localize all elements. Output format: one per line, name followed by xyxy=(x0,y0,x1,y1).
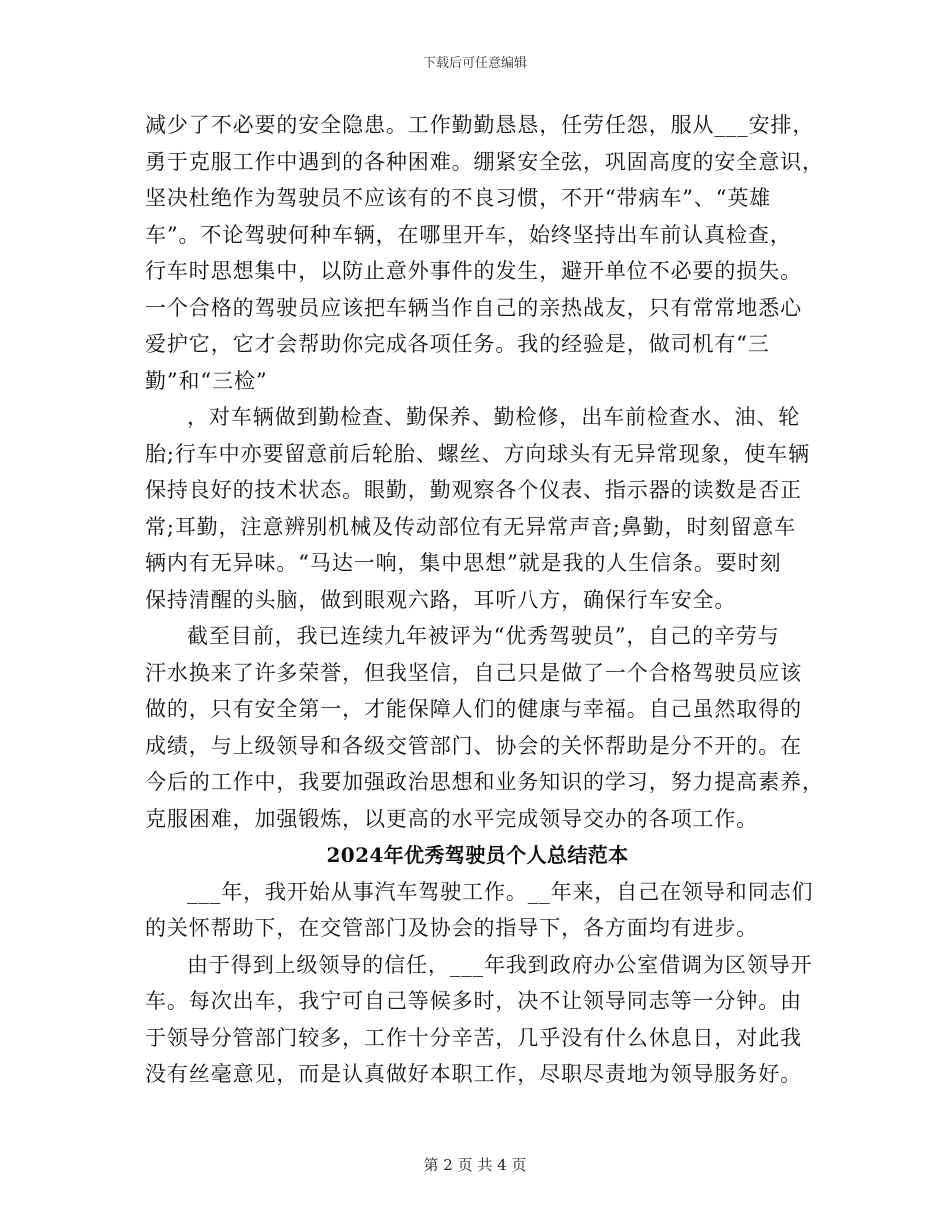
page-header: 下载后可任意编辑 xyxy=(422,56,527,71)
text-line: 车”。不论驾驶何种车辆，在哪里开车，始终坚持出车前认真检查， xyxy=(145,222,792,247)
text-line: 成绩，与上级领导和各级交管部门、协会的关怀帮助是分不开的。在 xyxy=(145,733,802,758)
page-footer: 第 2 页 共 4 页 xyxy=(423,1156,527,1174)
text-line: 保持清醒的头脑，做到眼观六路，耳听八方，确保行车安全。 xyxy=(145,587,737,612)
text-line: 辆内有无异味。“马达一响，集中思想”就是我的人生信条。要时刻 xyxy=(145,551,782,575)
text-line: 胎;行车中亦要留意前后轮胎、螺丝、方向球头有无异常现象，使车辆 xyxy=(145,441,810,466)
text-line: 一个合格的驾驶员应该把车辆当作自己的亲热战友，只有常常地悉心 xyxy=(145,295,802,320)
text-line: 常;耳勤，注意辨别机械及传动部位有无异常声音;鼻勤，时刻留意车 xyxy=(145,514,797,539)
section-title: 2024年优秀驾驶员个人总结范本 xyxy=(326,843,629,867)
text-line: 由于得到上级领导的信任，___年我到政府办公室借调为区领导开 xyxy=(187,952,813,977)
document-body xyxy=(145,107,824,1093)
text-line: 勇于克服工作中遇到的各种困难。绷紧安全弦，巩固高度的安全意识， xyxy=(145,149,824,174)
text-line: 克服困难，加强锻炼，以更高的水平完成领导交办的各项工作。 xyxy=(145,806,759,831)
text-line: ，对车辆做到勤检查、勤保养、勤检修，出车前检查水、油、轮 xyxy=(187,405,801,429)
text-line: 保持良好的技术状态。眼勤，勤观察各个仪表、指示器的读数是否正 xyxy=(145,478,802,502)
text-line: 的关怀帮助下，在交管部门及协会的指导下，各方面均有进步。 xyxy=(145,916,759,940)
text-line: 减少了不必要的安全隐患。工作勤勤恳恳，任劳任怨，服从___安排， xyxy=(145,113,815,137)
text-line: 坚决杜绝作为驾驶员不应该有的不良习惯，不开“带病车”、“英雄 xyxy=(145,186,772,210)
text-line: 车。每次出车，我宁可自己等候多时，决不让领导同志等一分钟。由 xyxy=(145,989,802,1013)
text-line: 勤”和“三检” xyxy=(145,368,268,393)
text-line: 于领导分管部门较多，工作十分辛苦，几乎没有什么休息日，对此我 xyxy=(145,1025,802,1050)
text-line: 爱护它，它才会帮助你完成各项任务。我的经验是，做司机有“三 xyxy=(145,332,770,356)
text-line: 做的，只有安全第一，才能保障人们的健康与幸福。自己虽然取得的 xyxy=(145,697,802,721)
text-line: ___年，我开始从事汽车驾驶工作。__年来，自己在领导和同志们 xyxy=(187,879,814,904)
text-line: 截至目前，我已连续九年被评为“优秀驾驶员”，自己的辛劳与 xyxy=(187,624,780,648)
text-line: 今后的工作中，我要加强政治思想和业务知识的学习，努力提高素养， xyxy=(145,770,824,794)
text-line: 没有丝毫意见，而是认真做好本职工作，尽职尽责地为领导服务好。 xyxy=(145,1062,802,1086)
text-line: 行车时思想集中，以防止意外事件的发生，避开单位不必要的损失。 xyxy=(145,259,802,283)
text-line: 汗水换来了许多荣誉，但我坚信，自己只是做了一个合格驾驶员应该 xyxy=(145,660,802,685)
